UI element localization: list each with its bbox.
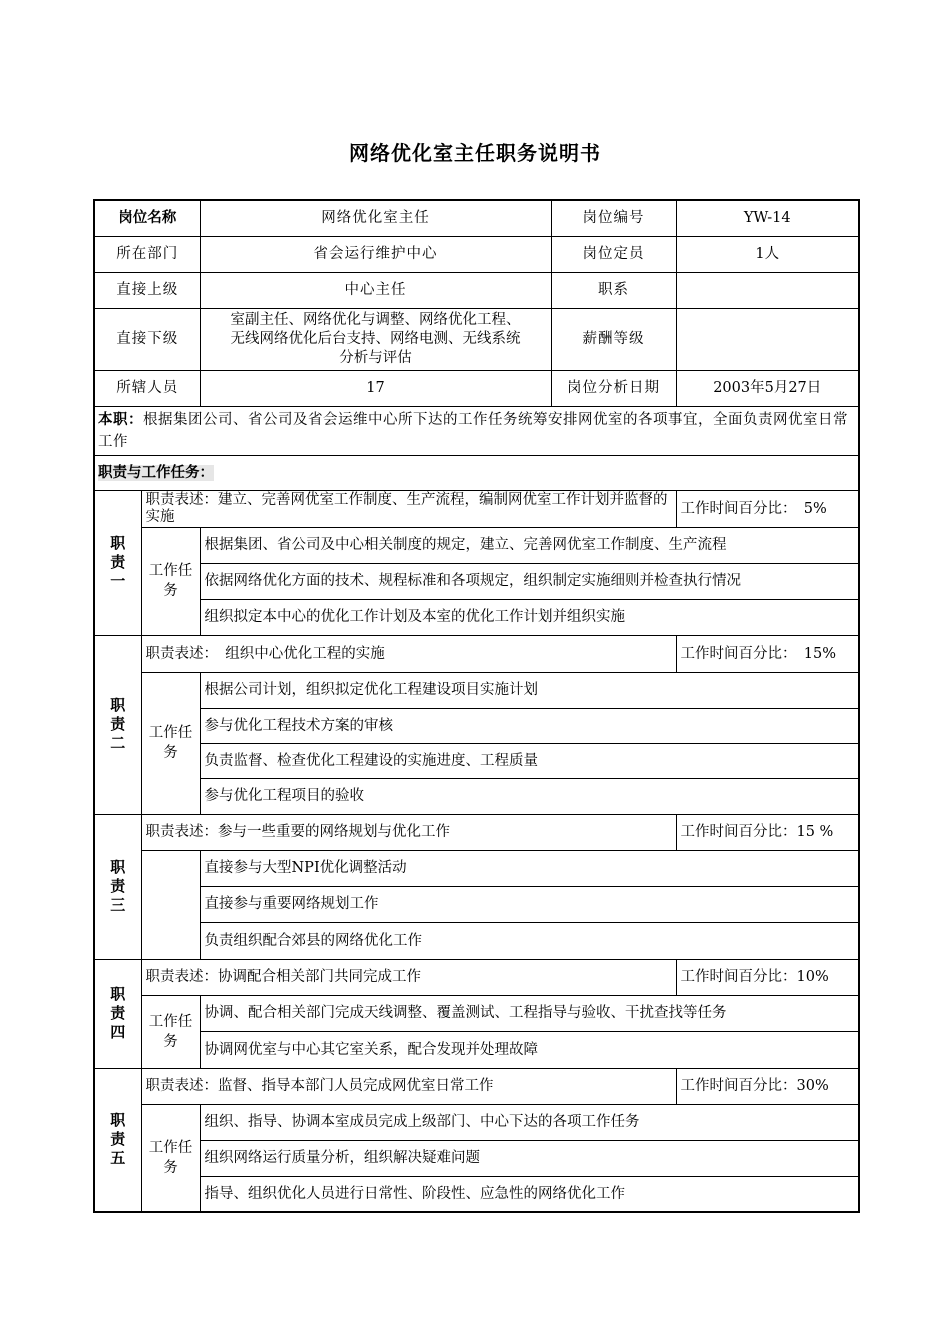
task-label: 工作任务 (148, 1139, 193, 1176)
job-family-label: 职系 (551, 272, 676, 308)
duty-5-statement: 职责表述：监督、指导本部门人员完成网优室日常工作 (141, 1068, 676, 1104)
core-responsibility (94, 406, 859, 455)
duty-name-char: 责 (110, 1130, 126, 1149)
duty-4-task-label (141, 995, 200, 1068)
department-value: 省会运行维护中心 (200, 236, 551, 272)
department-label: 所在部门 (94, 236, 200, 272)
job-description-table (93, 199, 860, 1213)
duty-4-task-1: 协调、配合相关部门完成天线调整、覆盖测试、工程指导与验收、干扰查找等任务 (200, 995, 859, 1031)
staff-label: 所辖人员 (94, 370, 200, 406)
duty-4-task-2: 协调网优室与中心其它室关系，配合发现并处理故障 (200, 1031, 859, 1068)
core-label: 本职： (98, 411, 143, 428)
duty-2-statement: 职责表述： 组织中心优化工程的实施 (141, 635, 676, 672)
document-title: 网络优化室主任职务说明书 (349, 141, 601, 165)
duty-5-task-3: 指导、组织优化人员进行日常性、阶段性、应急性的网络优化工作 (200, 1176, 859, 1212)
job-family-value (676, 272, 859, 308)
task-label: 工作任务 (148, 725, 193, 761)
analysis-date-label: 岗位分析日期 (551, 370, 676, 406)
duty-2-task-3: 负责监督、检查优化工程建设的实施进度、工程质量 (200, 743, 859, 778)
subordinate-line: 无线网络优化后台支持、网络电测、无线系统 (230, 330, 521, 347)
duties-header-text: 职责与工作任务： (98, 464, 214, 481)
duty-3-task-3: 负责组织配合郊县的网络优化工作 (200, 922, 859, 959)
duties-header (94, 455, 859, 490)
position-code-label: 岗位编号 (551, 200, 676, 236)
duty-5-task-2: 组织网络运行质量分析，组织解决疑难问题 (200, 1140, 859, 1176)
duty-3-task-1: 直接参与大型NPI优化调整活动 (200, 850, 859, 886)
duty-3-task-label (141, 850, 200, 959)
duty-3-task-2: 直接参与重要网络规划工作 (200, 886, 859, 922)
duty-name-char: 职 (110, 696, 126, 714)
position-name-value: 网络优化室主任 (200, 200, 551, 236)
headcount-value: 1人 (676, 236, 859, 272)
duty-3-name (94, 814, 141, 959)
duty-4-time: 工作时间百分比：10% (676, 959, 859, 995)
subordinate-value (200, 308, 551, 370)
task-label: 工作任务 (148, 563, 193, 599)
duty-1-name (94, 490, 141, 635)
salary-grade-label: 薪酬等级 (551, 308, 676, 370)
analysis-date-value: 2003年5月27日 (676, 370, 859, 406)
duty-name-char: 一 (110, 572, 126, 590)
duty-5-name (94, 1068, 141, 1212)
duty-name-char: 三 (110, 896, 126, 914)
staff-value: 17 (200, 370, 551, 406)
duty-1-task-1: 根据集团、省公司及中心相关制度的规定，建立、完善网优室工作制度、生产流程 (200, 527, 859, 563)
position-code-value: YW-14 (676, 200, 859, 236)
duty-1-task-label (141, 527, 200, 635)
headcount-label: 岗位定员 (551, 236, 676, 272)
duty-2-task-1: 根据公司计划，组织拟定优化工程建设项目实施计划 (200, 672, 859, 708)
duty-name-char: 五 (110, 1149, 126, 1168)
duty-2-task-2: 参与优化工程技术方案的审核 (200, 708, 859, 743)
duty-2-name (94, 635, 141, 814)
duty-2-time: 工作时间百分比： 15% (676, 635, 859, 672)
duty-name-char: 职 (110, 534, 126, 552)
duty-name-char: 二 (110, 734, 126, 752)
subordinate-label: 直接下级 (94, 308, 200, 370)
duty-4-name (94, 959, 141, 1068)
duty-3-time: 工作时间百分比：15 % (676, 814, 859, 850)
position-name-label: 岗位名称 (94, 200, 200, 236)
task-label: 工作任务 (148, 1013, 193, 1050)
duty-2-task-4: 参与优化工程项目的验收 (200, 778, 859, 814)
duty-5-time: 工作时间百分比：30% (676, 1068, 859, 1104)
duty-2-task-label (141, 672, 200, 814)
duty-name-char: 职 (110, 858, 126, 876)
duty-name-char: 责 (110, 877, 126, 895)
duty-1-task-2: 依据网络优化方面的技术、规程标准和各项规定，组织制定实施细则并检查执行情况 (200, 563, 859, 599)
superior-value: 中心主任 (200, 272, 551, 308)
duty-5-task-1: 组织、指导、协调本室成员完成上级部门、中心下达的各项工作任务 (200, 1104, 859, 1140)
salary-grade-value (676, 308, 859, 370)
duty-5-task-label (141, 1104, 200, 1212)
core-text: 根据集团公司、省公司及省会运维中心所下达的工作任务统筹安排网优室的各项事宜，全面负责网优室日常工作 (98, 411, 848, 450)
duty-name-char: 责 (110, 1004, 126, 1022)
duty-name-char: 四 (110, 1023, 126, 1041)
duty-4-statement: 职责表述：协调配合相关部门共同完成工作 (141, 959, 676, 995)
subordinate-line: 室副主任、网络优化与调整、网络优化工程、 (230, 311, 521, 328)
subordinate-line: 分析与评估 (339, 349, 412, 366)
duty-name-char: 责 (110, 553, 126, 571)
duty-1-time: 工作时间百分比： 5% (676, 490, 859, 527)
duty-name-char: 责 (110, 715, 126, 733)
duty-name-char: 职 (110, 1111, 126, 1130)
duty-1-task-3: 组织拟定本中心的优化工作计划及本室的优化工作计划并组织实施 (200, 599, 859, 635)
duty-name-char: 职 (110, 985, 126, 1003)
duty-1-statement: 职责表述：建立、完善网优室工作制度、生产流程，编制网优室工作计划并监督的实施 (141, 490, 676, 527)
superior-label: 直接上级 (94, 272, 200, 308)
duty-3-statement: 职责表述：参与一些重要的网络规划与优化工作 (141, 814, 676, 850)
